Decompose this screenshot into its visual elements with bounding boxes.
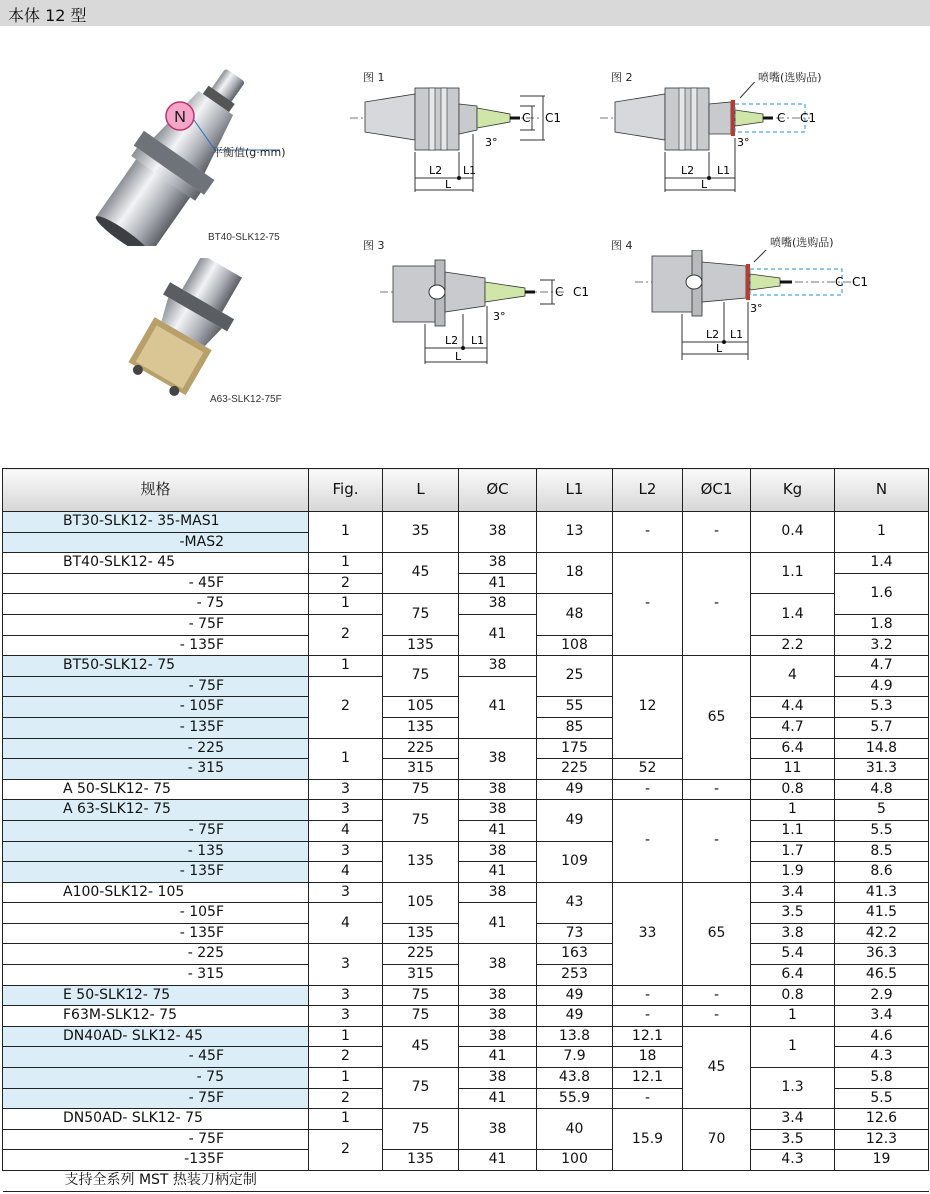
bt40-holder-photo	[70, 56, 300, 246]
svg-text:C: C	[522, 111, 531, 125]
col-header: 规格	[3, 469, 309, 512]
fig2-nozzle-label: 喷嘴(选购品)	[758, 71, 822, 84]
fig4-diagram	[630, 250, 880, 370]
fig3-label: 图 3	[363, 239, 385, 252]
table-row: - 315 315 225 52 11 31.3	[3, 759, 929, 780]
photo1-caption: BT40-SLK12-75	[208, 232, 280, 243]
svg-text:3°: 3°	[750, 302, 763, 315]
table-row: - 135F 135 85 4.7 5.7	[3, 717, 929, 738]
table-row: - 135F 4 41 1.9 8.6	[3, 862, 929, 883]
section-title: 本体 12 型	[8, 6, 87, 25]
model-cell: - 225	[3, 944, 309, 965]
col-header: N	[835, 469, 929, 512]
fig1-label: 图 1	[363, 71, 385, 84]
col-header: Kg	[751, 469, 835, 512]
fig4-label: 图 4	[611, 239, 633, 252]
table-row: F63M-SLK12- 75 3 75 38 49 - - 1 3.4	[3, 1006, 929, 1027]
table-row: BT30-SLK12- 35-MAS1 1 35 38 13 - - 0.4 1	[3, 512, 929, 533]
svg-text:L1: L1	[471, 334, 485, 347]
model-cell: - 105F	[3, 697, 309, 718]
table-row: - 45F 2 41 1.6	[3, 573, 929, 594]
model-cell: E 50-SLK12- 75	[3, 985, 309, 1006]
spec-table	[2, 468, 929, 1192]
section-title-bar	[0, 0, 930, 26]
model-cell: - 75F	[3, 820, 309, 841]
table-row: - 75F 2 41 55.9 - 5.5	[3, 1088, 929, 1109]
table-row: BT50-SLK12- 75 1 75 38 25 12 65 4 4.7	[3, 656, 929, 677]
model-cell: - 135F	[3, 717, 309, 738]
col-header: L	[383, 469, 459, 512]
model-cell: - 75	[3, 1068, 309, 1089]
fig3-diagram	[375, 254, 595, 374]
model-cell: A100-SLK12- 105	[3, 882, 309, 903]
fig4-nozzle-label: 喷嘴(选购品)	[770, 236, 834, 249]
svg-text:L1: L1	[463, 164, 477, 177]
table-row: - 75F 2 3.5 12.3	[3, 1129, 929, 1150]
table-row: E 50-SLK12- 75 3 75 38 49 - - 0.8 2.9	[3, 985, 929, 1006]
col-header: ØC	[459, 469, 537, 512]
model-cell: A 63-SLK12- 75	[3, 800, 309, 821]
model-cell: - 45F	[3, 1047, 309, 1068]
table-row: -135F 135 41 100 4.3 19	[3, 1150, 929, 1171]
svg-text:C: C	[777, 111, 786, 125]
table-row: - 75 1 75 38 43.8 12.1 1.3 5.8	[3, 1068, 929, 1089]
model-cell: - 75F	[3, 614, 309, 635]
svg-text:L2: L2	[706, 328, 720, 341]
svg-text:3°: 3°	[485, 136, 498, 149]
col-header: Fig.	[309, 469, 383, 512]
photo2-caption: A63-SLK12-75F	[210, 394, 282, 405]
table-row: - 75F 2 41 4.9	[3, 676, 929, 697]
col-header: ØC1	[683, 469, 751, 512]
model-cell: A 50-SLK12- 75	[3, 779, 309, 800]
model-cell: DN40AD- SLK12- 45	[3, 1026, 309, 1047]
model-cell: -135F	[3, 1150, 309, 1171]
table-row: A 63-SLK12- 75 3 75 38 49 - - 1 5	[3, 800, 929, 821]
model-cell: - 75F	[3, 1129, 309, 1150]
svg-text:L: L	[701, 178, 708, 191]
table-row: - 105F 4 41 3.5 41.5	[3, 903, 929, 924]
balance-label: 平衡值(g·mm)	[212, 146, 286, 159]
table-row: - 225 1 225 38 175 6.4 14.8	[3, 738, 929, 759]
model-cell: BT30-SLK12- 35-MAS1	[3, 512, 309, 533]
model-cell: - 45F	[3, 573, 309, 594]
model-cell: - 75	[3, 594, 309, 615]
svg-text:L: L	[445, 178, 452, 191]
a63-holder-photo	[100, 258, 270, 408]
col-header: L2	[613, 469, 683, 512]
svg-text:L1: L1	[717, 164, 731, 177]
table-row: - 45F 2 41 7.9 18 4.3	[3, 1047, 929, 1068]
table-header-row	[3, 469, 929, 512]
model-cell: F63M-SLK12- 75	[3, 1006, 309, 1027]
col-header: L1	[537, 469, 613, 512]
table-row: - 105F 105 55 4.4 5.3	[3, 697, 929, 718]
table-row: - 135F 135 108 2.2 3.2	[3, 635, 929, 656]
model-cell: - 135F	[3, 923, 309, 944]
model-cell: BT50-SLK12- 75	[3, 656, 309, 677]
svg-text:L: L	[716, 342, 723, 355]
model-cell: - 105F	[3, 903, 309, 924]
model-cell: - 75F	[3, 1088, 309, 1109]
fig2-label: 图 2	[611, 71, 633, 84]
svg-text:C1: C1	[545, 111, 562, 125]
table-row: A 50-SLK12- 75 3 75 38 49 - - 0.8 4.8	[3, 779, 929, 800]
svg-text:L2: L2	[429, 164, 443, 177]
table-row: DN50AD- SLK12- 75 1 75 38 40 15.9 70 3.4 12.6	[3, 1109, 929, 1130]
table-row: BT40-SLK12- 45 1 45 38 18 - - 1.1 1.4	[3, 553, 929, 574]
svg-text:L2: L2	[445, 334, 459, 347]
table-row: - 315 315 253 6.4 46.5	[3, 965, 929, 986]
model-cell: - 225	[3, 738, 309, 759]
model-cell: - 135F	[3, 862, 309, 883]
fig2-diagram	[595, 82, 835, 202]
svg-text:L2: L2	[681, 164, 695, 177]
model-cell: DN50AD- SLK12- 75	[3, 1109, 309, 1130]
table-row: DN40AD- SLK12- 45 1 45 38 13.8 12.1 45 1 4.6	[3, 1026, 929, 1047]
table-row: - 75F 4 41 1.1 5.5	[3, 820, 929, 841]
svg-text:L: L	[455, 350, 462, 363]
table-row: - 75F 2 41 1.8	[3, 614, 929, 635]
model-cell: - 135F	[3, 635, 309, 656]
footnote: 支持全系列 MST 热装刀柄定制	[3, 1171, 929, 1192]
svg-text:C: C	[835, 275, 844, 289]
svg-text:C1: C1	[573, 285, 590, 299]
model-cell: -MAS2	[3, 532, 309, 553]
model-cell: - 75F	[3, 676, 309, 697]
svg-text:C1: C1	[852, 275, 869, 289]
table-row: - 75 1 75 38 48 1.4	[3, 594, 929, 615]
table-row: - 135F 135 73 3.8 42.2	[3, 923, 929, 944]
svg-text:C1: C1	[800, 111, 817, 125]
svg-text:L1: L1	[730, 328, 744, 341]
svg-text:3°: 3°	[737, 136, 750, 149]
svg-text:3°: 3°	[493, 310, 506, 323]
model-cell: BT40-SLK12- 45	[3, 553, 309, 574]
model-cell: - 315	[3, 965, 309, 986]
table-row: - 225 3 225 38 163 5.4 36.3	[3, 944, 929, 965]
table-row: A100-SLK12- 105 3 105 38 43 33 65 3.4 41.3	[3, 882, 929, 903]
footnote-row	[3, 1171, 929, 1192]
svg-text:C: C	[555, 285, 564, 299]
table-row: - 135 3 135 38 109 1.7 8.5	[3, 841, 929, 862]
balance-badge: N	[174, 109, 186, 126]
model-cell: - 315	[3, 759, 309, 780]
model-cell: - 135	[3, 841, 309, 862]
fig1-diagram	[345, 82, 575, 202]
